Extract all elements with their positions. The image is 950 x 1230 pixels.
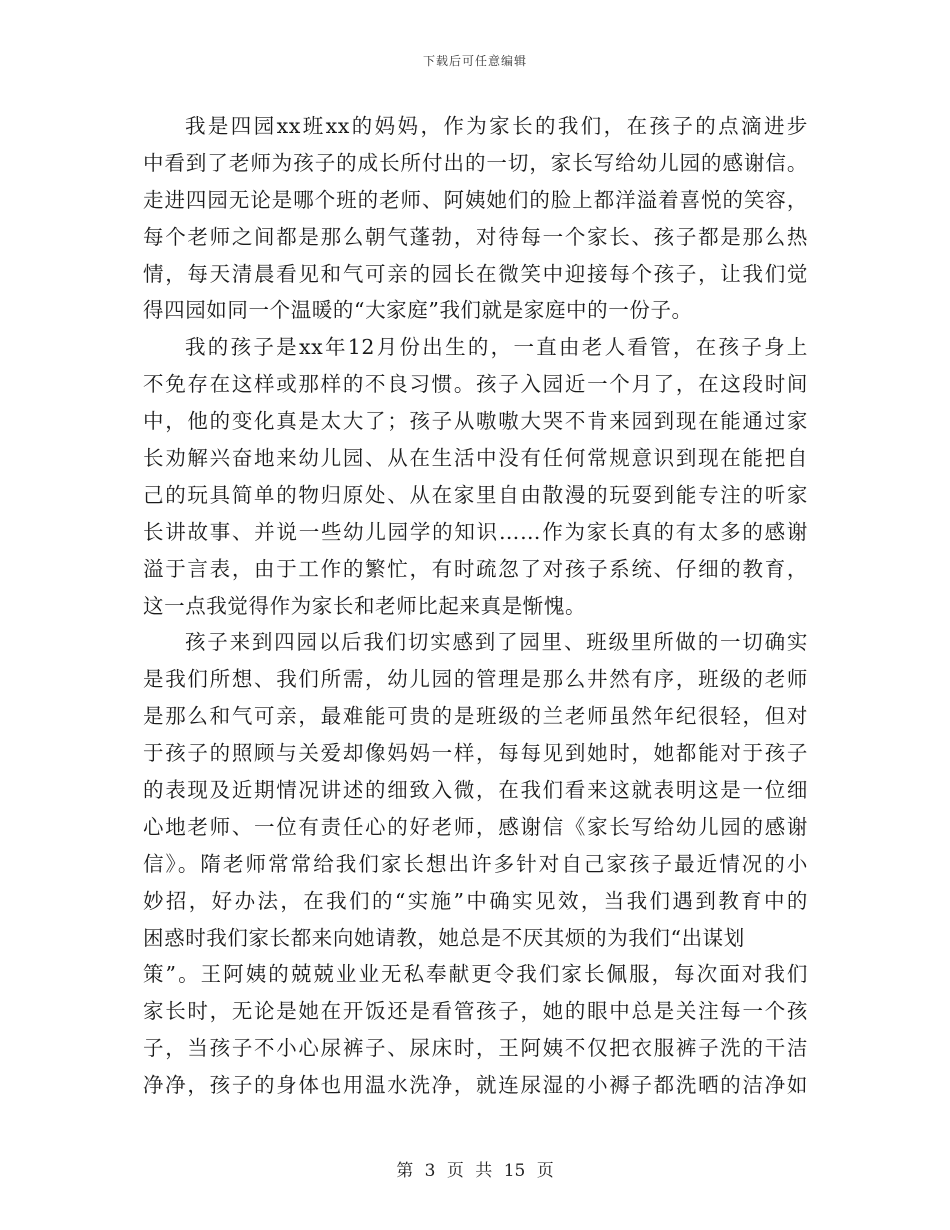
paragraph-3: [143, 624, 808, 1104]
paragraph-1: [143, 108, 808, 329]
text-line: 长讲故事、并说一些幼儿园学的知识……作为家长真的有太多的感谢: [143, 519, 808, 544]
text-line: 情，每天清晨看见和气可亲的园长在微笑中迎接每个孩子，让我们觉: [143, 261, 808, 286]
text-line: 策”。王阿姨的兢兢业业无私奉献更令我们家长佩服，每次面对我们: [143, 962, 808, 987]
text-line: 这一点我觉得作为家长和老师比起来真是惭愧。: [143, 593, 587, 618]
text-line: 于孩子的照顾与关爱却像妈妈一样，每每见到她时，她都能对于孩子: [143, 741, 808, 766]
text-line: 己的玩具简单的物归原处、从在家里自由散漫的玩耍到能专注的听家: [143, 482, 808, 507]
text-line: 中，他的变化真是太大了；孩子从嗷嗷大哭不肯来园到现在能通过家: [143, 409, 808, 434]
text-line: 走进四园无论是哪个班的老师、阿姨她们的脸上都洋溢着喜悦的笑容，: [143, 187, 808, 212]
text-line: 家长时，无论是她在开饭还是看管孩子，她的眼中总是关注每一个孩: [143, 999, 808, 1024]
text-line: 妙招，好办法，在我们的“实施”中确实见效，当我们遇到教育中的: [143, 888, 808, 913]
text-line: 我是四园xx班xx的妈妈，作为家长的我们，在孩子的点滴进步: [185, 114, 808, 138]
text-line: 孩子来到四园以后我们切实感到了园里、班级里所做的一切确实: [185, 630, 808, 655]
text-line: 我的孩子是xx年12月份出生的，一直由老人看管，在孩子身上: [185, 335, 808, 360]
paragraph-2: [143, 329, 808, 624]
text-line: 长劝解兴奋地来幼儿园、从在生活中没有任何常规意识到现在能把自: [143, 446, 808, 471]
text-line: 不免存在这样或那样的不良习惯。孩子入园近一个月了，在这段时间: [143, 372, 808, 397]
text-line: 是那么和气可亲，最难能可贵的是班级的兰老师虽然年纪很轻，但对: [143, 704, 808, 729]
document-body: [143, 108, 808, 1104]
text-line: 是我们所想、我们所需，幼儿园的管理是那么井然有序，班级的老师: [143, 667, 808, 692]
text-line: 困惑时我们家长都来向她请教，她总是不厌其烦的为我们“出谋划: [143, 925, 745, 950]
text-line: 的表现及近期情况讲述的细致入微，在我们看来这就表明这是一位细: [143, 778, 808, 803]
text-line: 信》。隋老师常常给我们家长想出许多针对自己家孩子最近情况的小: [143, 851, 808, 876]
text-line: 中看到了老师为孩子的成长所付出的一切，家长写给幼儿园的感谢信。: [143, 150, 808, 175]
page-header: 下载后可任意编辑: [422, 54, 527, 68]
text-line: 每个老师之间都是那么朝气蓬勃，对待每一个家长、孩子都是那么热: [143, 224, 808, 249]
text-line: 心地老师、一位有责任心的好老师，感谢信《家长写给幼儿园的感谢: [143, 814, 808, 839]
text-line: 子，当孩子不小心尿裤子、尿床时，王阿姨不仅把衣服裤子洗的干洁: [143, 1036, 808, 1061]
text-line: 得四园如同一个温暖的“大家庭”我们就是家庭中的一份子。: [143, 298, 693, 323]
text-line: 净净，孩子的身体也用温水洗净，就连尿湿的小褥子都洗晒的洁净如: [143, 1073, 808, 1098]
text-line: 溢于言表，由于工作的繁忙，有时疏忽了对孩子系统、仔细的教育，: [143, 556, 808, 581]
page-footer: 第 3 页 共 15 页: [396, 1161, 554, 1181]
